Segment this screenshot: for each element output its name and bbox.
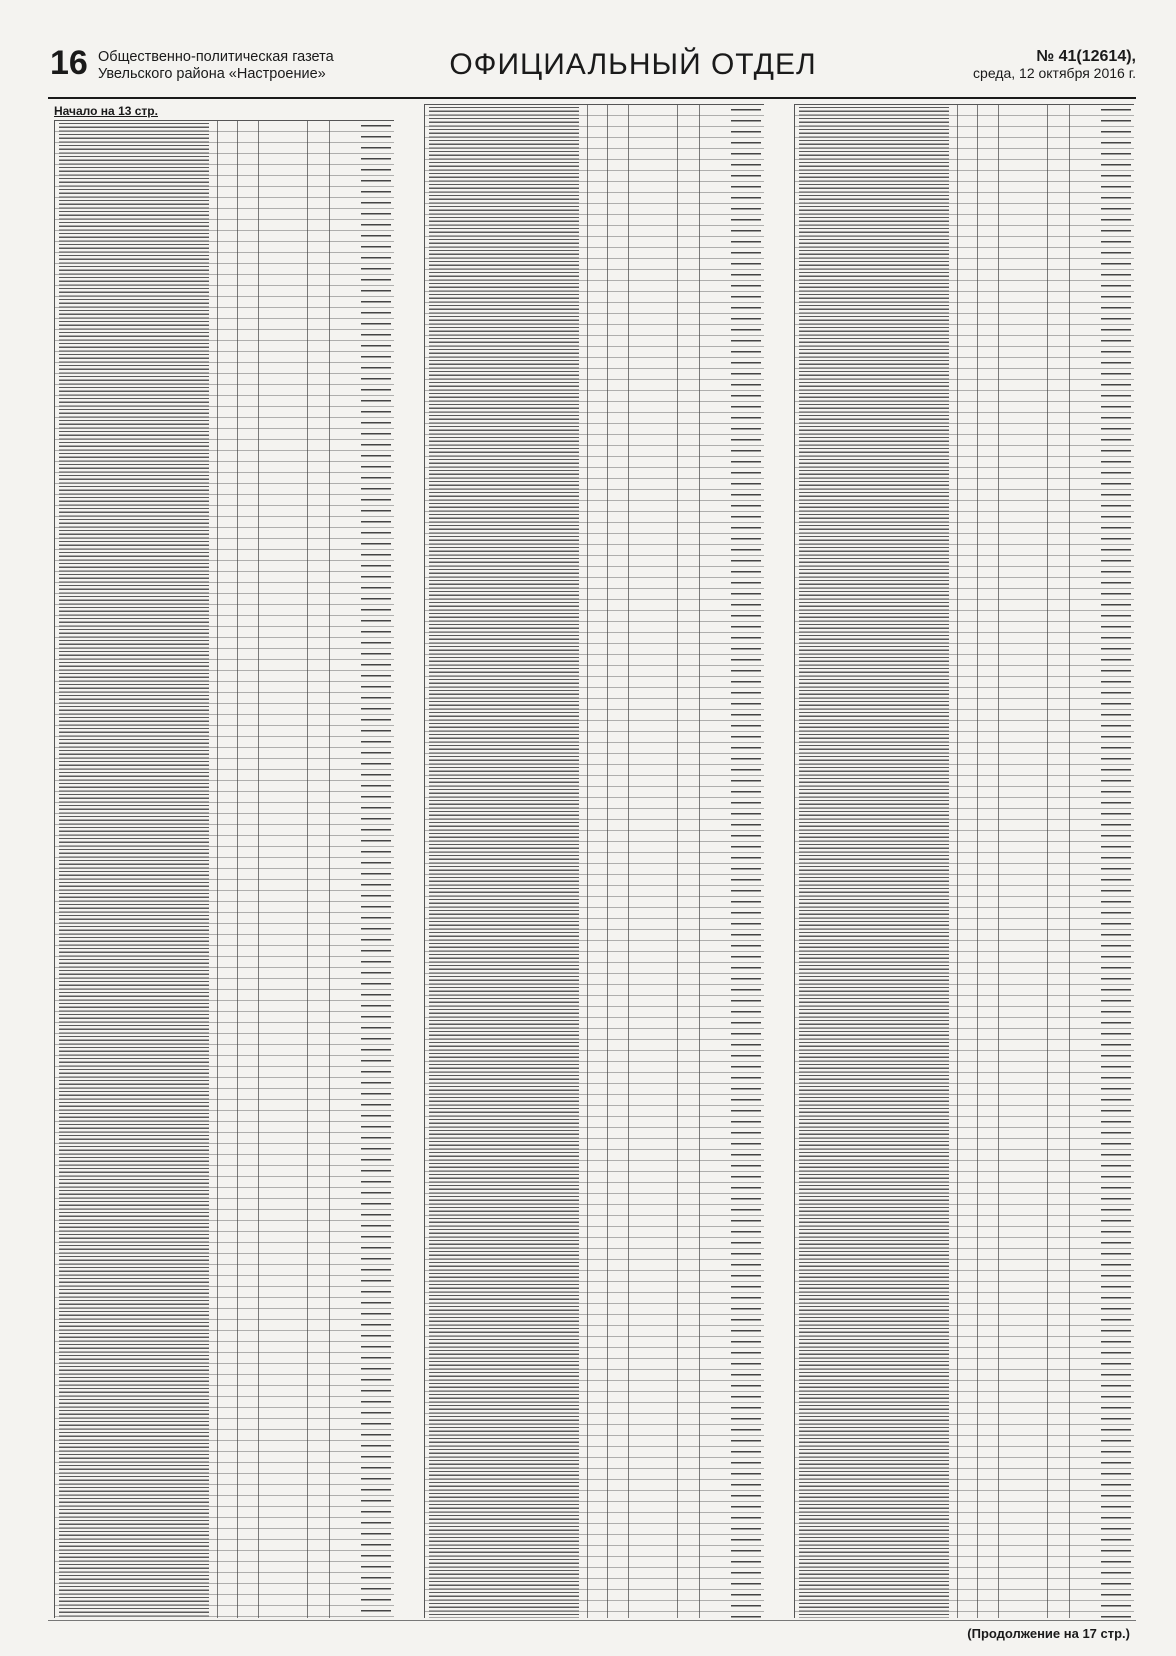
table-divider [607, 105, 608, 1618]
table-divider [258, 121, 259, 1618]
table-divider [998, 105, 999, 1618]
column-2 [424, 104, 764, 1618]
issue-date: среда, 12 октября 2016 г. [973, 65, 1136, 81]
issue-number: № 41(12614), [1036, 48, 1136, 65]
budget-table-1 [54, 120, 394, 1618]
page-number: 16 [50, 44, 88, 82]
column-1 [54, 104, 394, 1618]
section-title: ОФИЦИАЛЬНЫЙ ОТДЕЛ [449, 48, 817, 81]
continued-from-heading: Начало на 13 стр. [54, 104, 158, 118]
amount-column [709, 107, 761, 1618]
budget-tables [54, 104, 1134, 1618]
table-divider [329, 121, 330, 1618]
table-divider [699, 105, 700, 1618]
publication-name [98, 49, 334, 83]
table-divider [217, 121, 218, 1618]
footer-rule [48, 1620, 1136, 1621]
continued-on-note: (Продолжение на 17 стр.) [967, 1626, 1130, 1641]
table-divider [977, 105, 978, 1618]
table-divider [1069, 105, 1070, 1618]
table-divider [237, 121, 238, 1618]
table-divider [677, 105, 678, 1618]
table-divider [587, 105, 588, 1618]
table-divider [307, 121, 308, 1618]
budget-table-3 [794, 104, 1134, 1618]
column-3 [794, 104, 1134, 1618]
masthead [0, 40, 1176, 96]
amount-column [1079, 107, 1131, 1618]
issue-info [973, 48, 1136, 82]
table-divider [628, 105, 629, 1618]
publication-line-1: Общественно-политическая газета [98, 49, 334, 65]
header-rule [48, 97, 1136, 99]
table-divider [957, 105, 958, 1618]
publication-line-2: Увельского района «Настроение» [98, 66, 326, 82]
table-divider [1047, 105, 1048, 1618]
amount-column [339, 123, 391, 1618]
budget-table-2 [424, 104, 764, 1618]
